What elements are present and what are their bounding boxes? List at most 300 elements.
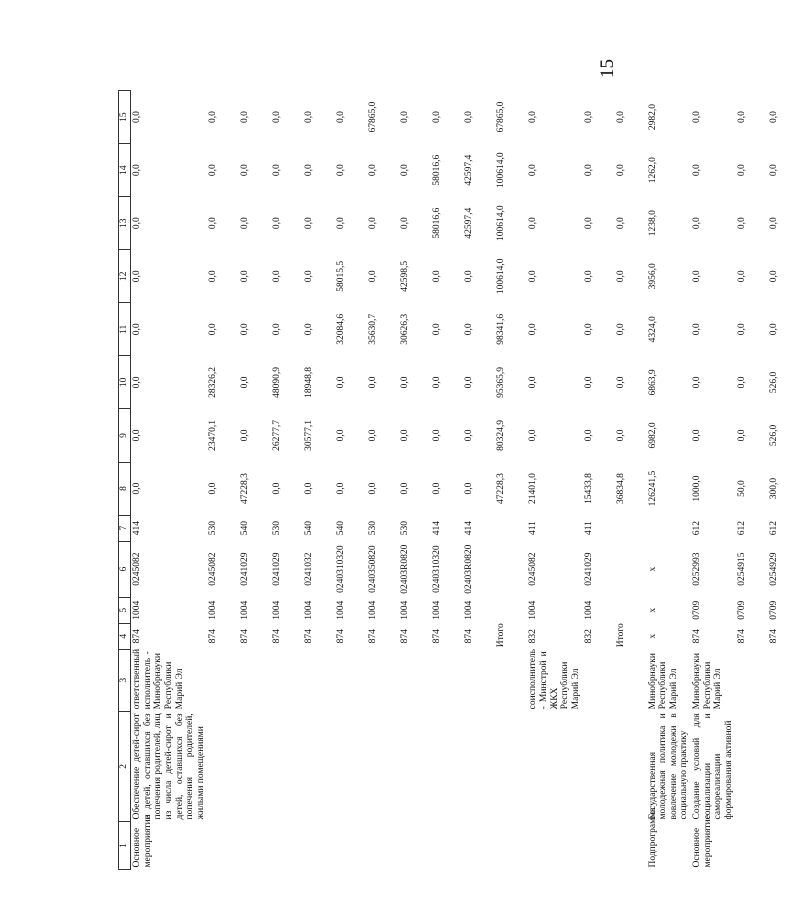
table-cell-col13: 1238,0 <box>647 210 658 237</box>
table-cell-col9: 0,0 <box>583 429 594 442</box>
table-cell-col1: Основное мероприятие <box>692 815 713 868</box>
table-cell-col14: 0,0 <box>304 164 315 177</box>
table-cell-col8: 0,0 <box>132 482 142 495</box>
table-cell-col12: 0,0 <box>692 270 702 283</box>
table-cell-col2 <box>583 711 615 821</box>
table-cell-col5: 1004 <box>464 600 475 620</box>
table-cell-col12: 0,0 <box>528 270 539 283</box>
table-cell-col10: 0,0 <box>736 376 747 389</box>
table-cell-col10: 6863,9 <box>647 369 658 396</box>
table-cell-col5: 0709 <box>692 600 702 620</box>
column-header-5: 5 <box>119 597 131 623</box>
table-cell-col13: 0,0 <box>615 217 626 230</box>
table-cell-col9: 23470,1 <box>208 420 219 451</box>
table-cell-col5: 1004 <box>240 600 251 620</box>
table-cell-col6: х <box>647 566 658 572</box>
table-row <box>303 91 335 870</box>
table-cell-col14: 0,0 <box>132 164 142 177</box>
table-cell-col15: 0,0 <box>336 111 347 124</box>
table-cell-col14: 0,0 <box>240 164 251 177</box>
table-cell-col10: 0,0 <box>615 376 626 389</box>
table-cell-col9: 0,0 <box>132 429 142 442</box>
table-cell-col8: 126241,5 <box>647 470 658 507</box>
table-cell-col4: 874 <box>208 629 219 644</box>
table-cell-col3 <box>207 649 239 711</box>
table-cell-col10: 48090,9 <box>272 366 283 398</box>
table-cell-col12: 58015,5 <box>336 260 347 292</box>
table-cell-col5 <box>495 597 527 623</box>
table-cell-col6: 0240310320 <box>336 545 347 593</box>
table-cell-col4: 832 <box>528 629 539 644</box>
table-cell-col7: 530 <box>272 520 283 536</box>
table-cell-col4: 874 <box>432 629 443 644</box>
table-cell-col14: 0,0 <box>336 164 347 177</box>
table-cell-col11: 35630,7 <box>368 313 379 345</box>
table-cell-col5: 1004 <box>336 600 347 620</box>
table-row <box>615 91 647 870</box>
table-cell-col5: 1004 <box>304 600 315 620</box>
table-cell-col7: 540 <box>336 520 347 536</box>
table-cell-col6: 0240350820 <box>368 545 379 593</box>
table-cell-col12: 0,0 <box>432 270 443 283</box>
table-row <box>647 91 692 870</box>
table-cell-col8: 0,0 <box>208 482 219 495</box>
table-cell-col8: 0,0 <box>336 482 347 495</box>
table-cell-col6: 0252993 <box>692 552 702 586</box>
table-cell-col3 <box>583 649 615 711</box>
table-cell-col9: 0,0 <box>432 429 443 442</box>
table-cell-col2 <box>431 711 463 821</box>
table-cell-col1 <box>431 821 463 869</box>
table-cell-col8: 1000,0 <box>692 475 702 502</box>
table-cell-col10: 526,0 <box>768 371 779 394</box>
table-cell-col12: 0,0 <box>615 270 626 283</box>
table-cell-col7: 411 <box>528 521 539 536</box>
table-cell-col2 <box>271 711 303 821</box>
table-cell-col12: 0,0 <box>583 270 594 283</box>
table-cell-col1 <box>399 821 431 869</box>
table-cell-col6: 0241032 <box>304 552 315 586</box>
table-cell-col2: Создание условий для социализации и самореализации формирования активной <box>692 713 734 820</box>
column-header-3: 3 <box>119 649 131 711</box>
table-cell-col1 <box>303 821 335 869</box>
table-cell-col5: 0709 <box>768 600 779 620</box>
table-cell-col11: 0,0 <box>692 323 702 336</box>
table-cell-col6: 0241029 <box>240 552 251 586</box>
table-cell-col5: 1004 <box>272 600 283 620</box>
table-cell-col13: 0,0 <box>272 217 283 230</box>
table-cell-col11: 0,0 <box>432 323 443 336</box>
table-cell-col11: 0,0 <box>615 323 626 336</box>
table-cell-col3 <box>271 649 303 711</box>
table-cell-col1 <box>335 821 367 869</box>
table-cell-col13: 0,0 <box>736 217 747 230</box>
table-cell-col8: 300,0 <box>768 477 779 500</box>
table-cell-col15: 0,0 <box>736 111 747 124</box>
table-cell-col15: 2982,0 <box>647 104 658 131</box>
table-cell-col9: 0,0 <box>240 429 251 442</box>
table-cell-col5: 0709 <box>736 600 747 620</box>
table-cell-col14: 0,0 <box>692 164 702 177</box>
table-cell-col3 <box>367 649 399 711</box>
table-cell-col9: 30577,1 <box>304 420 315 451</box>
table-cell-col8: 50,0 <box>736 480 747 497</box>
table-cell-col15: 67865,0 <box>368 101 379 133</box>
table-cell-col1 <box>367 821 399 869</box>
table-cell-col7 <box>495 515 527 541</box>
page-number: 15 <box>597 59 618 78</box>
table-cell-col14: 58016,6 <box>432 154 443 186</box>
table-cell-col15: 0,0 <box>208 111 219 124</box>
table-cell-col1 <box>495 821 527 869</box>
table-cell-col5: 1004 <box>132 600 142 620</box>
table-cell-col7: 612 <box>736 520 747 536</box>
table-cell-col7: 530 <box>368 520 379 536</box>
table-cell-col10: 0,0 <box>583 376 594 389</box>
column-header-2: 2 <box>119 711 131 821</box>
table-cell-col9: 0,0 <box>336 429 347 442</box>
table-cell-col11: 0,0 <box>528 323 539 336</box>
table-cell-col2: Государственная молодежная политика и вовлечение молодежи в социальную практику <box>647 713 690 820</box>
table-cell-col10: 18948,8 <box>304 366 315 398</box>
table-cell-col1 <box>583 821 615 869</box>
table-row <box>431 91 463 870</box>
table-cell-col4: 874 <box>304 629 315 644</box>
table-cell-col8: 0,0 <box>464 482 475 495</box>
table-cell-col13: 0,0 <box>400 217 411 230</box>
table-cell-col12: 0,0 <box>464 270 475 283</box>
table-cell-col10: 0,0 <box>336 376 347 389</box>
table-cell-col4: 874 <box>768 629 779 644</box>
table-cell-col15: 0,0 <box>432 111 443 124</box>
column-header-12: 12 <box>119 250 131 303</box>
table-cell-col9: 0,0 <box>368 429 379 442</box>
column-header-9: 9 <box>119 409 131 462</box>
table-cell-col4: 874 <box>240 629 251 644</box>
column-header-6: 6 <box>119 541 131 597</box>
table-cell-col13: 0,0 <box>768 217 779 230</box>
table-row <box>335 91 367 870</box>
table-cell-col11: 0,0 <box>208 323 219 336</box>
table-cell-col8: 0,0 <box>304 482 315 495</box>
table-cell-col11: 98341,6 <box>496 313 507 345</box>
table-row <box>367 91 399 870</box>
table-cell-col15: 0,0 <box>528 111 539 124</box>
table-cell-col3 <box>431 649 463 711</box>
table-cell-col12: 0,0 <box>240 270 251 283</box>
table-cell-col1 <box>527 821 582 869</box>
table-cell-col8: 47228,3 <box>496 473 507 504</box>
table-cell-col9: 6982,0 <box>647 422 658 449</box>
table-cell-col15: 0,0 <box>304 111 315 124</box>
table-cell-col1 <box>271 821 303 869</box>
table-cell-col12: 42598,5 <box>400 260 411 292</box>
table-cell-col9: 526,0 <box>768 424 779 447</box>
table-cell-col12: 0,0 <box>368 270 379 283</box>
table-cell-col5: 1004 <box>528 600 539 620</box>
table-cell-col6: 0245082 <box>208 552 219 586</box>
table-cell-col11: 0,0 <box>768 323 779 336</box>
table-row <box>207 91 239 870</box>
table-cell-col7: 540 <box>304 520 315 536</box>
table-cell-col10: 0,0 <box>400 376 411 389</box>
column-header-8: 8 <box>119 462 131 515</box>
table-cell-col13: 42597,4 <box>464 207 475 239</box>
table-cell-col7: 530 <box>208 520 219 536</box>
table-cell-col12: 0,0 <box>768 270 779 283</box>
table-body <box>131 91 800 870</box>
table-cell-col1 <box>239 821 271 869</box>
table-cell-col4: 874 <box>736 629 747 644</box>
table-cell-col4: х <box>647 633 658 639</box>
table-cell-col9: 0,0 <box>400 429 411 442</box>
table-cell-col14: 0,0 <box>528 164 539 177</box>
table-cell-col5: 1004 <box>432 600 443 620</box>
table-row <box>768 91 800 870</box>
table-cell-col3: Минобрнауки Республики Марий Эл <box>692 653 724 710</box>
table-cell-col14: 0,0 <box>615 164 626 177</box>
rotated-table-wrapper <box>118 90 779 870</box>
table-cell-col13: 0,0 <box>132 217 142 230</box>
table-cell-col15: 0,0 <box>615 111 626 124</box>
table-cell-col1 <box>463 821 495 869</box>
table-cell-col9: 0,0 <box>464 429 475 442</box>
table-cell-col2: Обеспечение детей-сирот и детей, оставшихся без попечения родителей, лиц из числа детей-сирот и детей, оставшихся без попечения родителей, жилыми помещениями <box>132 713 206 820</box>
table-cell-col10: 0,0 <box>240 376 251 389</box>
table-cell-col3 <box>768 649 800 711</box>
table-cell-col3 <box>399 649 431 711</box>
table-cell-col6: 0245082 <box>132 552 142 586</box>
table-cell-col4: 832 <box>583 629 594 644</box>
table-row <box>271 91 303 870</box>
table-cell-col7 <box>647 515 692 541</box>
column-header-13: 13 <box>119 197 131 250</box>
table-cell-col13: 0,0 <box>208 217 219 230</box>
column-header-11: 11 <box>119 303 131 356</box>
table-cell-col13: 0,0 <box>692 217 702 230</box>
table-cell-col7 <box>615 515 647 541</box>
table-cell-col5 <box>615 597 647 623</box>
table-row <box>131 91 208 870</box>
table-cell-col4: 874 <box>272 629 283 644</box>
table-cell-col8: 21401,0 <box>528 473 539 504</box>
table-cell-col14: 0,0 <box>768 164 779 177</box>
table-cell-col10: 0,0 <box>464 376 475 389</box>
table-cell-col9: 80324,9 <box>496 420 507 451</box>
column-header-1: 1 <box>119 821 131 869</box>
table-cell-col11: 32084,6 <box>336 313 347 345</box>
table-cell-col15: 0,0 <box>132 111 142 124</box>
table-cell-col7: 530 <box>400 520 411 536</box>
table-row <box>736 91 768 870</box>
table-cell-col10: 0,0 <box>368 376 379 389</box>
table-cell-col3: Минобрнауки Республики Марий Эл <box>647 653 679 710</box>
table-row <box>239 91 271 870</box>
table-cell-col2 <box>335 711 367 821</box>
table-cell-col8: 0,0 <box>272 482 283 495</box>
table-cell-col10: 0,0 <box>528 376 539 389</box>
table-cell-col4: Итого <box>496 623 507 648</box>
column-header-14: 14 <box>119 144 131 197</box>
table-cell-col14: 0,0 <box>736 164 747 177</box>
table-cell-col15: 0,0 <box>464 111 475 124</box>
table-cell-col10: 95365,9 <box>496 366 507 398</box>
table-cell-col4: 874 <box>692 629 702 644</box>
table-cell-col11: 0,0 <box>464 323 475 336</box>
table-cell-col9: 0,0 <box>615 429 626 442</box>
table-cell-col14: 0,0 <box>272 164 283 177</box>
table-cell-col15: 0,0 <box>768 111 779 124</box>
table-cell-col11: 0,0 <box>583 323 594 336</box>
table-cell-col7: 540 <box>240 520 251 536</box>
table-cell-col14: 0,0 <box>400 164 411 177</box>
table-cell-col9: 0,0 <box>692 429 702 442</box>
table-cell-col12: 0,0 <box>132 270 142 283</box>
table-cell-col12: 0,0 <box>272 270 283 283</box>
table-cell-col6 <box>615 541 647 597</box>
table-cell-col7: 414 <box>132 520 142 536</box>
table-cell-col11: 0,0 <box>304 323 315 336</box>
table-cell-col8: 47228,3 <box>240 473 251 504</box>
table-cell-col10: 0,0 <box>132 376 142 389</box>
table-row <box>583 91 615 870</box>
table-cell-col7: 612 <box>768 520 779 536</box>
table-cell-col1 <box>207 821 239 869</box>
table-cell-col14: 100614,0 <box>496 152 507 188</box>
table-cell-col14: 0,0 <box>208 164 219 177</box>
table-cell-col6: 02403R0820 <box>400 544 411 594</box>
table-cell-col14: 1262,0 <box>647 157 658 184</box>
table-cell-col11: 0,0 <box>736 323 747 336</box>
column-header-10: 10 <box>119 356 131 409</box>
table-cell-col15: 0,0 <box>692 111 702 124</box>
table-cell-col3: соисполнитель - Минстрой и ЖКХ Республики Марий Эл <box>528 648 581 710</box>
table-cell-col3: ответственный исполнитель - Минобрнауки Республики Марий Эл <box>132 648 185 710</box>
table-cell-col2 <box>303 711 335 821</box>
table-cell-col15: 0,0 <box>240 111 251 124</box>
table-cell-col2 <box>495 711 527 821</box>
table-cell-col12: 0,0 <box>304 270 315 283</box>
table-cell-col15: 0,0 <box>272 111 283 124</box>
table-cell-col15: 0,0 <box>583 111 594 124</box>
table-cell-col10: 0,0 <box>432 376 443 389</box>
table-cell-col6: 02403R0820 <box>464 544 475 594</box>
table-cell-col3 <box>495 649 527 711</box>
table-cell-col5: х <box>647 607 658 613</box>
table-cell-col7: 414 <box>432 520 443 536</box>
table-cell-col13: 58016,6 <box>432 207 443 239</box>
table-cell-col14: 0,0 <box>583 164 594 177</box>
column-header-7: 7 <box>119 515 131 541</box>
table-cell-col2 <box>207 711 239 821</box>
table-cell-col13: 0,0 <box>528 217 539 230</box>
table-cell-col11: 0,0 <box>240 323 251 336</box>
table-cell-col2 <box>527 711 582 821</box>
table-cell-col5: 1004 <box>400 600 411 620</box>
table-cell-col6 <box>495 541 527 597</box>
table-cell-col2 <box>239 711 271 821</box>
table-cell-col4: Итого <box>615 623 626 648</box>
table-cell-col13: 0,0 <box>368 217 379 230</box>
table-cell-col2 <box>768 711 800 821</box>
table-cell-col13: 0,0 <box>583 217 594 230</box>
table-cell-col9: 26277,7 <box>272 420 283 451</box>
table-cell-col4: 874 <box>132 629 142 644</box>
table-cell-col11: 4324,0 <box>647 316 658 343</box>
table-cell-col13: 0,0 <box>304 217 315 230</box>
table-cell-col3 <box>615 649 647 711</box>
table-cell-col4: 874 <box>464 629 475 644</box>
table-cell-col3 <box>736 649 768 711</box>
table-cell-col8: 36834,8 <box>615 473 626 504</box>
table-cell-col13: 0,0 <box>336 217 347 230</box>
table-cell-col4: 874 <box>400 629 411 644</box>
table-cell-col11: 0,0 <box>272 323 283 336</box>
table-cell-col13: 0,0 <box>240 217 251 230</box>
table-cell-col8: 0,0 <box>432 482 443 495</box>
table-row <box>463 91 495 870</box>
table-cell-col6: 0245082 <box>528 552 539 586</box>
table-row <box>399 91 431 870</box>
table-cell-col5: 1004 <box>583 600 594 620</box>
table-cell-col5: 1004 <box>208 600 219 620</box>
table-cell-col12: 0,0 <box>208 270 219 283</box>
table-cell-col8: 0,0 <box>368 482 379 495</box>
table-cell-col15: 67865,0 <box>496 101 507 133</box>
table-cell-col1: Подпрограмма <box>647 807 658 868</box>
table-cell-col4: 874 <box>368 629 379 644</box>
table-row <box>691 91 736 870</box>
table-cell-col6: 0254915 <box>736 552 747 586</box>
table-cell-col4: 874 <box>336 629 347 644</box>
table-cell-col1: Основное мероприятие <box>132 815 153 868</box>
table-cell-col7: 414 <box>464 520 475 536</box>
table-cell-col1 <box>768 821 800 869</box>
table-cell-col1 <box>736 821 768 869</box>
table-cell-col7: 612 <box>692 520 702 536</box>
table-cell-col14: 42597,4 <box>464 154 475 186</box>
column-header-15: 15 <box>119 91 131 144</box>
table-cell-col2 <box>367 711 399 821</box>
table-cell-col6: 0240310320 <box>432 545 443 593</box>
table-row <box>527 91 582 870</box>
table-cell-col9: 0,0 <box>528 429 539 442</box>
table-cell-col3 <box>239 649 271 711</box>
table-cell-col6: 0241029 <box>583 552 594 586</box>
table-cell-col11: 0,0 <box>132 323 142 336</box>
table-cell-col2 <box>399 711 431 821</box>
table-cell-col14: 0,0 <box>368 164 379 177</box>
table-cell-col3 <box>335 649 367 711</box>
table-cell-col2 <box>615 711 647 821</box>
table-cell-col12: 100614,0 <box>496 258 507 295</box>
table-header <box>119 91 131 870</box>
table-cell-col7: 411 <box>583 521 594 536</box>
table-cell-col12: 0,0 <box>736 270 747 283</box>
table-cell-col13: 100614,0 <box>496 205 507 242</box>
table-cell-col5: 1004 <box>368 600 379 620</box>
table-cell-col10: 28326,2 <box>208 366 219 398</box>
table-cell-col10: 0,0 <box>692 376 702 389</box>
table-cell-col2 <box>736 711 768 821</box>
table-cell-col15: 0,0 <box>400 111 411 124</box>
table-cell-col1 <box>615 821 647 869</box>
table-cell-col12: 3956,0 <box>647 263 658 290</box>
table-cell-col8: 0,0 <box>400 482 411 495</box>
table-cell-col3 <box>463 649 495 711</box>
table-cell-col8: 15433,8 <box>583 473 594 504</box>
table-row <box>495 91 527 870</box>
